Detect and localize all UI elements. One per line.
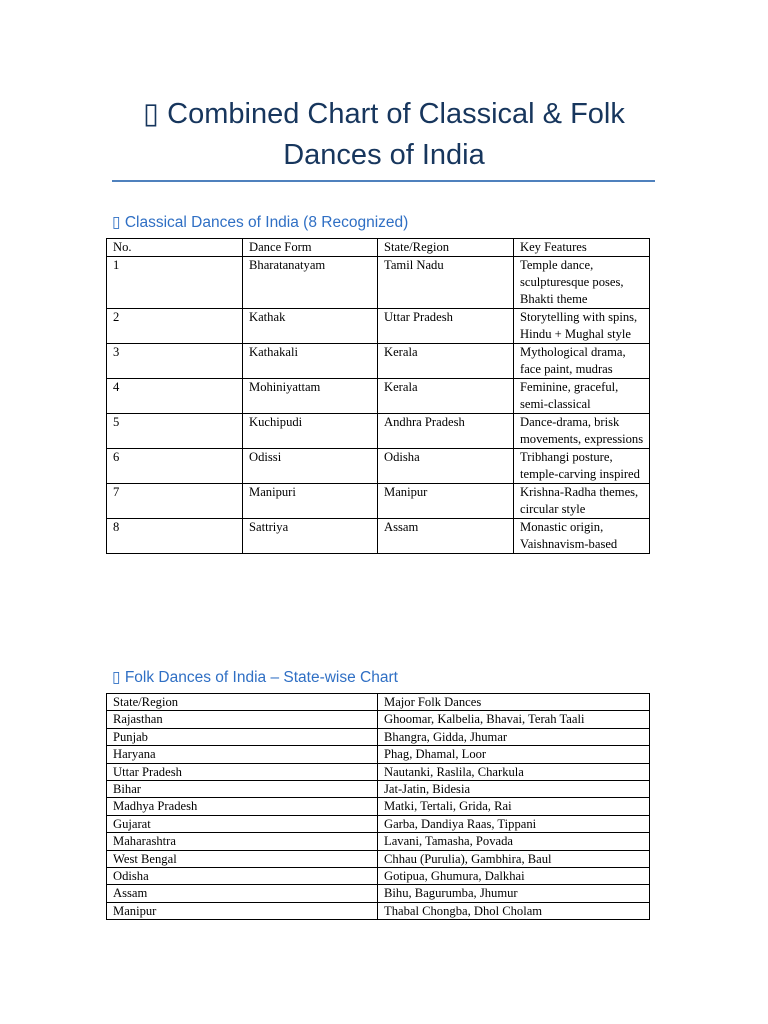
title-emoji-icon: ▯ [143, 98, 160, 130]
table-cell: Bihu, Bagurumba, Jhumur [378, 885, 650, 902]
table-cell: Odisha [107, 868, 378, 885]
table-cell: Assam [107, 885, 378, 902]
table-row [107, 850, 650, 867]
table-cell: 5 [107, 414, 243, 449]
table-cell: Manipur [107, 902, 378, 919]
table-cell: Haryana [107, 746, 378, 763]
table-row [107, 798, 650, 815]
table-cell: Garba, Dandiya Raas, Tippani [378, 815, 650, 832]
table-cell: Uttar Pradesh [378, 309, 514, 344]
table-cell: Storytelling with spins, Hindu + Mughal style [514, 309, 650, 344]
table-cell: Sattriya [243, 519, 378, 554]
classical-heading-text: Classical Dances of India (8 Recognized) [124, 214, 409, 231]
folk-heading-emoji-icon: ▯ [112, 669, 121, 686]
table-cell: Matki, Tertali, Grida, Rai [378, 798, 650, 815]
table-row [107, 519, 650, 554]
table-cell: Kerala [378, 344, 514, 379]
table-cell: 3 [107, 344, 243, 379]
table-cell: Uttar Pradesh [107, 763, 378, 780]
table-cell: Gujarat [107, 815, 378, 832]
table-row [107, 449, 650, 484]
table-cell: 4 [107, 379, 243, 414]
table-cell: Chhau (Purulia), Gambhira, Baul [378, 850, 650, 867]
table-cell: Punjab [107, 728, 378, 745]
column-header: No. [107, 239, 243, 257]
table-cell: Bhangra, Gidda, Jhumar [378, 728, 650, 745]
table-cell: Tamil Nadu [378, 257, 514, 309]
table-cell: Gotipua, Ghumura, Dalkhai [378, 868, 650, 885]
table-row [107, 815, 650, 832]
table-cell: Bihar [107, 781, 378, 798]
table-cell: 6 [107, 449, 243, 484]
table-cell: Bharatanatyam [243, 257, 378, 309]
table-cell: Assam [378, 519, 514, 554]
table-cell: Rajasthan [107, 711, 378, 728]
classical-heading-emoji-icon: ▯ [112, 214, 121, 231]
table-row [107, 781, 650, 798]
table-row [107, 763, 650, 780]
table-row [107, 309, 650, 344]
table-cell: Kerala [378, 379, 514, 414]
table-cell: 7 [107, 484, 243, 519]
table-row [107, 344, 650, 379]
table-header-row [107, 694, 650, 711]
table-cell: 1 [107, 257, 243, 309]
column-header: Dance Form [243, 239, 378, 257]
column-header: Major Folk Dances [378, 694, 650, 711]
table-cell: Odisha [378, 449, 514, 484]
table-cell: Tribhangi posture, temple-carving inspired [514, 449, 650, 484]
table-cell: Jat-Jatin, Bidesia [378, 781, 650, 798]
table-row [107, 902, 650, 919]
table-cell: West Bengal [107, 850, 378, 867]
table-cell: Temple dance, sculpturesque poses, Bhakti theme [514, 257, 650, 309]
classical-dances-heading [112, 213, 408, 232]
title-text: Combined Chart of Classical & Folk Dances of India [167, 98, 625, 171]
table-row [107, 885, 650, 902]
table-cell: Lavani, Tamasha, Povada [378, 833, 650, 850]
table-cell: 8 [107, 519, 243, 554]
table-cell: Manipur [378, 484, 514, 519]
folk-heading-text: Folk Dances of India – State-wise Chart [124, 669, 398, 686]
table-row [107, 484, 650, 519]
table-row [107, 257, 650, 309]
table-cell: Ghoomar, Kalbelia, Bhavai, Terah Taali [378, 711, 650, 728]
table-row [107, 746, 650, 763]
table-cell: Madhya Pradesh [107, 798, 378, 815]
table-cell: Manipuri [243, 484, 378, 519]
table-cell: Maharashtra [107, 833, 378, 850]
table-row [107, 379, 650, 414]
folk-dances-table [106, 693, 650, 920]
table-cell: Feminine, graceful, semi-classical [514, 379, 650, 414]
table-cell: Phag, Dhamal, Loor [378, 746, 650, 763]
table-cell: Monastic origin, Vaishnavism-based [514, 519, 650, 554]
column-header: Key Features [514, 239, 650, 257]
column-header: State/Region [107, 694, 378, 711]
table-cell: Dance-drama, brisk movements, expressions [514, 414, 650, 449]
table-cell: Kathakali [243, 344, 378, 379]
table-cell: Andhra Pradesh [378, 414, 514, 449]
table-row [107, 728, 650, 745]
title-divider [112, 180, 655, 182]
table-cell: Odissi [243, 449, 378, 484]
table-row [107, 414, 650, 449]
table-cell: Thabal Chongba, Dhol Cholam [378, 902, 650, 919]
table-row [107, 868, 650, 885]
table-cell: Mohiniyattam [243, 379, 378, 414]
table-cell: 2 [107, 309, 243, 344]
table-cell: Kuchipudi [243, 414, 378, 449]
table-cell: Krishna-Radha themes, circular style [514, 484, 650, 519]
table-row [107, 833, 650, 850]
classical-dances-table [106, 238, 650, 554]
table-cell: Mythological drama, face paint, mudras [514, 344, 650, 379]
table-row [107, 711, 650, 728]
folk-dances-heading [112, 668, 398, 687]
table-cell: Kathak [243, 309, 378, 344]
table-cell: Nautanki, Raslila, Charkula [378, 763, 650, 780]
table-header-row [107, 239, 650, 257]
page-title [112, 94, 656, 176]
column-header: State/Region [378, 239, 514, 257]
